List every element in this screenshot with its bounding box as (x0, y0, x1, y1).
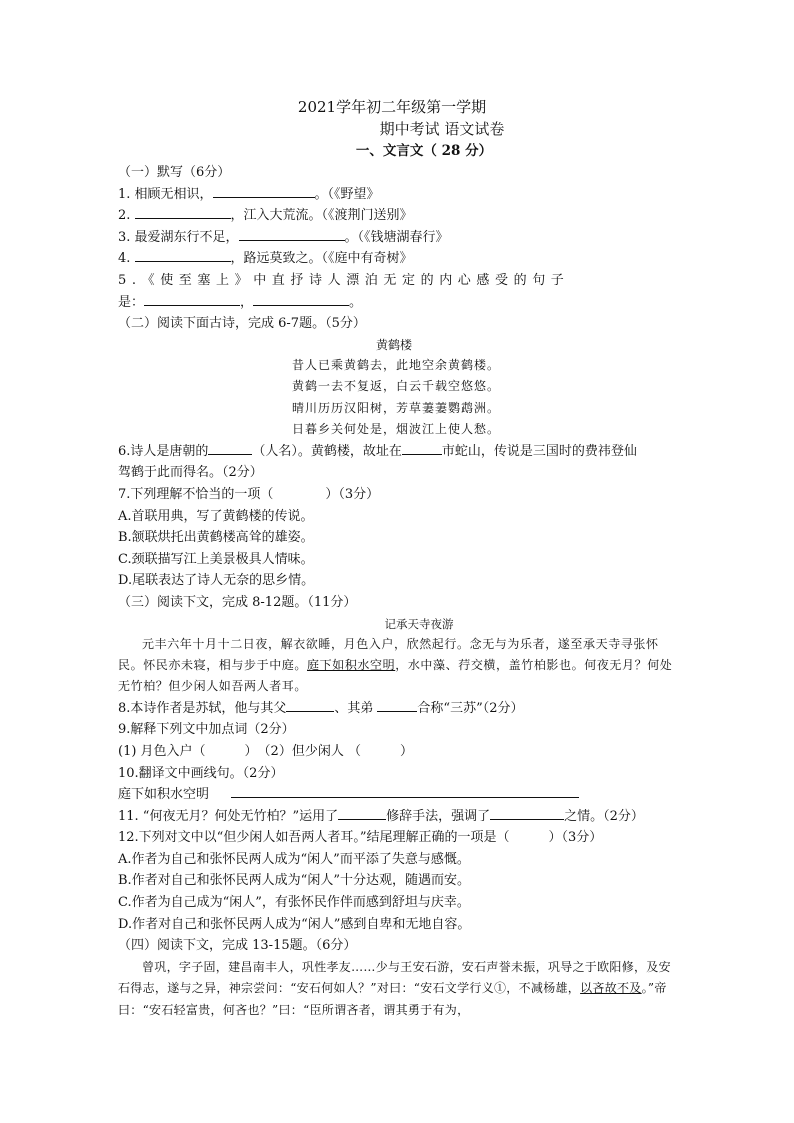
answer-blank[interactable] (231, 784, 579, 798)
question-2: 2. ，江入大荒流。（《渡荆门送别》 (118, 205, 680, 227)
underlined-sentence: 庭下如积水空明 (307, 657, 396, 672)
question-11: 11. “何夜无月？何处无竹柏？”运用了 修辞手法，强调了 之情。（2分） (118, 806, 680, 828)
part4-heading: （四）阅读下文，完成 13-15题。（6分） (118, 938, 357, 954)
underlined-sentence: 以吝故不及 (580, 981, 642, 996)
part3-heading: （三）阅读下文，完成 8-12题。（11分） (118, 594, 357, 610)
essay-title: 记承天寺夜游 (384, 616, 454, 631)
answer-blank[interactable] (286, 698, 334, 712)
answer-blank[interactable] (402, 441, 442, 455)
answer-blank[interactable] (490, 806, 564, 820)
essay-paragraph: 元丰六年十月十二日夜，解衣欲睡，月色入户，欣然起行。念无与为乐者，遂至承天寺寻张怀民。怀民亦未寝，相与步于中庭。庭下如积水空明，水中藻、荇交横，盖竹柏影也。何夜无月？何处无竹柏？但少闲人如吾两人者耳。 (118, 636, 673, 694)
poem-title: 黄鹤楼 (375, 337, 412, 352)
question-5-line1: 5.《使至塞上》中直抒诗人漂泊无定的内心感受的句子 (118, 272, 570, 288)
part1-heading: （一）默写（6分） (118, 165, 231, 180)
part2-heading: （二）阅读下面古诗，完成 6-7题。（5分） (118, 316, 366, 332)
section-title: 一、文言文（ 28 分） (355, 143, 493, 159)
question-10: 10.翻译文中画线句。（2分） (118, 765, 284, 781)
exam-page (118, 96, 680, 1022)
poem-line: 昔人已乘黄鹤去，此地空余黄鹤楼。 (291, 357, 500, 372)
question-6: 6.诗人是唐朝的 （人名）。黄鹤楼，故址在 市蛇山，传说是三国时的费祎登仙 (118, 441, 680, 463)
poem-line: 晴川历历汉阳树，芳草萋萋鹦鹉洲。 (291, 400, 500, 415)
question-8: 8.本诗作者是苏轼，他与其父 、其弟 合称“三苏”（2分） (118, 698, 680, 720)
answer-blank[interactable] (213, 184, 315, 198)
answer-blank[interactable] (144, 292, 240, 306)
question-9-items: (1) 月色入户（ ） （2）但少闲人 （ ） (118, 743, 413, 759)
option-a: A.首联用典，写了黄鹤楼的传说。 (118, 508, 314, 524)
answer-blank[interactable] (253, 292, 349, 306)
answer-blank[interactable] (208, 441, 252, 455)
answer-blank[interactable] (135, 205, 231, 219)
option-d: D.尾联表达了诗人无奈的思乡情。 (118, 573, 315, 589)
exam-title-line1: 2021学年初二年级第一学期 (297, 98, 487, 116)
exam-title-line2: 期中考试 语文试卷 (379, 120, 505, 138)
answer-blank[interactable] (338, 806, 386, 820)
question-9: 9.解释下列文中加点词（2分） (118, 722, 295, 738)
poem-line: 黄鹤一去不复返，白云千载空悠悠。 (291, 379, 500, 394)
answer-blank[interactable] (135, 248, 231, 262)
question-7: 7.下列理解不恰当的一项（ ）（3分） (118, 486, 380, 502)
option-a: A.作者为自己和张怀民两人成为“闲人”而平添了失意与感慨。 (118, 851, 470, 867)
question-4: 4. ，路远莫致之。（《庭中有奇树》 (118, 248, 680, 270)
question-10-answer: 庭下如积水空明 (118, 784, 680, 806)
answer-blank[interactable] (377, 698, 417, 712)
option-b: B.作者对自己和张怀民两人成为“闲人”十分达观，随遇而安。 (118, 873, 470, 889)
answer-blank[interactable] (239, 227, 345, 241)
option-b: B.颔联烘托出黄鹤楼高耸的雄姿。 (118, 530, 314, 546)
question-3: 3. 最爱湖东行不足， 。（《钱塘湖春行》 (118, 227, 680, 249)
question-12: 12.下列对文中以“但少闲人如吾两人者耳。”结尾理解正确的一项是（ ）（3分） (118, 830, 603, 846)
option-c: C.颈联描写江上美景极具人情味。 (118, 551, 314, 567)
question-1: 1. 相顾无相识， 。（《野望》 (118, 184, 680, 206)
option-c: C.作者为自己成为“闲人”，有张怀民作伴而感到舒坦与庆幸。 (118, 895, 470, 911)
option-d: D.作者对自己和张怀民两人成为“闲人”感到自卑和无地自容。 (118, 916, 471, 932)
question-5-line2: 是： ， 。 (118, 292, 680, 314)
poem-line: 日暮乡关何处是，烟波江上使人愁。 (291, 422, 500, 437)
biography-paragraph: 曾巩，字子固，建昌南丰人，巩性孝友……少与王安石游，安石声誉未振，巩导之于欧阳修，及安石得志，遂与之异，神宗尝问：“安石何如人？”对曰：“安石文学行义①，不减杨雄，以吝故不及。”帝曰：“安石轻富贵，何吝也？”曰：“臣所谓吝者，谓其勇于有为， (118, 959, 671, 1018)
question-6-line2: 驾鹤于此而得名。（2分） (118, 465, 263, 481)
